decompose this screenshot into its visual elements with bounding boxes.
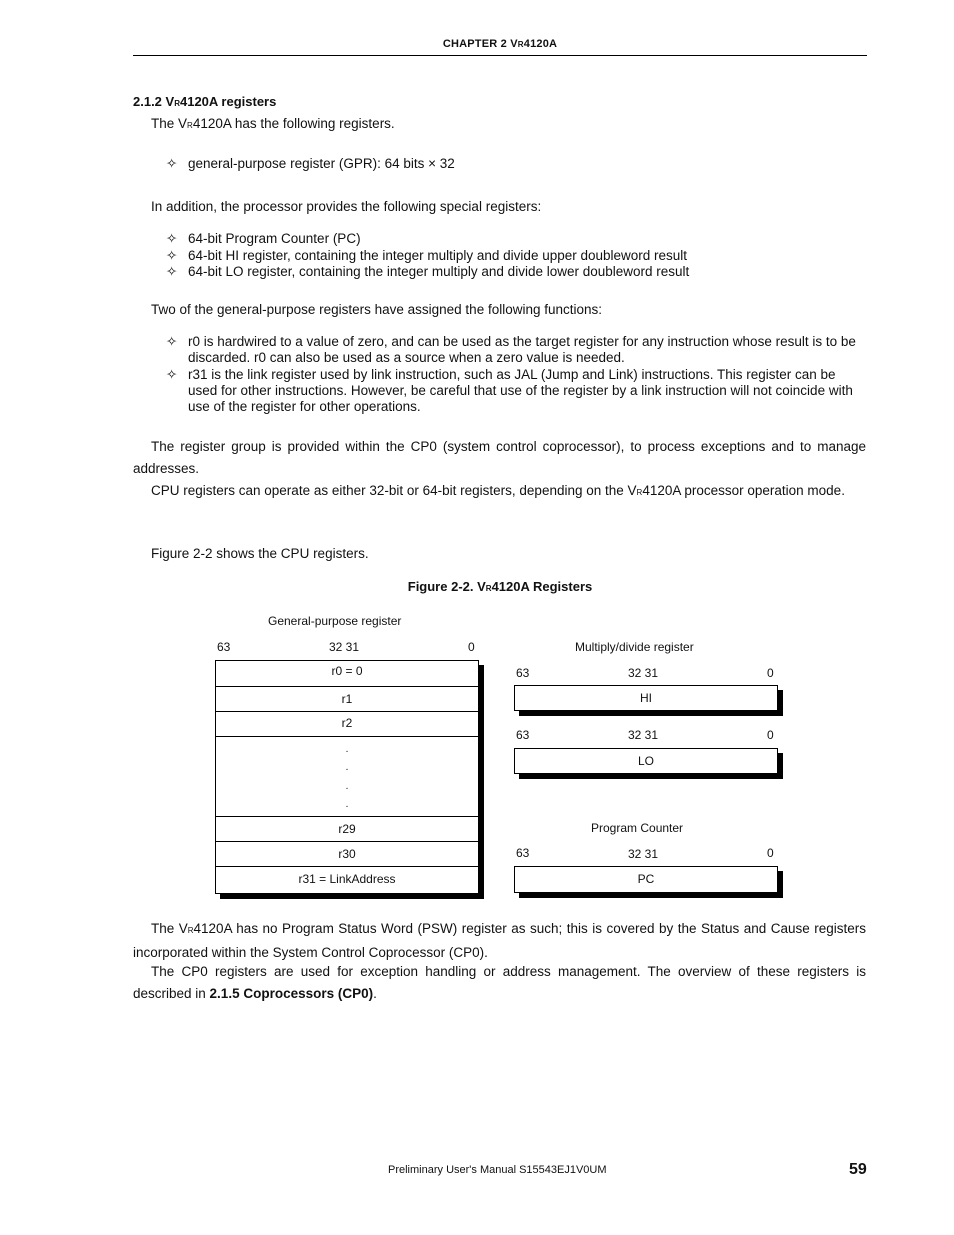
pc-register-label: PC xyxy=(637,872,655,886)
footer-text: Preliminary User's Manual S15543EJ1V0UM xyxy=(388,1164,607,1176)
gpr-row-r30: r30 xyxy=(216,842,478,867)
psw-paragraph: The VR4120A has no Program Status Word (PSW) register as such; this is covered by the Status and Cause registers incorporated within the System Control Coprocessor (CP0). xyxy=(133,921,866,960)
figure-reference: Figure 2-2 shows the CPU registers. xyxy=(151,546,369,561)
gpr-register-stack xyxy=(215,660,479,894)
special-intro: In addition, the processor provides the following special registers: xyxy=(151,199,542,214)
section-title: 2.1.2 VR4120A registers xyxy=(133,94,277,109)
bit-63-label: 63 xyxy=(516,846,530,860)
pc-label: Program Counter xyxy=(591,821,684,835)
gpr-row-r31: r31 = LinkAddress xyxy=(298,872,396,886)
bit-32-31-label: 32 31 xyxy=(628,728,659,742)
cp0-paragraph: The register group is provided within the CP0 (system control coprocessor), to process exceptions and to manage addresses. xyxy=(133,439,866,476)
special-bullet: 64-bit LO register, containing the integer multiply and divide lower doubleword result xyxy=(188,264,690,279)
lo-register xyxy=(514,748,778,774)
bit-32-31-label: 32 31 xyxy=(628,847,659,861)
bit-0-label: 0 xyxy=(767,728,774,742)
bullet-icon: ✧ xyxy=(166,367,178,382)
ellipsis-dot: . xyxy=(345,781,349,792)
bit-63-label: 63 xyxy=(217,640,231,654)
figure-title: Figure 2-2. VR4120A Registers xyxy=(407,579,593,594)
bullet-icon: ✧ xyxy=(166,264,178,279)
gpr-row-r1: r1 xyxy=(216,687,478,712)
hi-register-label: HI xyxy=(640,691,652,705)
bit-32-31-label: 32 31 xyxy=(329,640,360,654)
gpr-bullet: general-purpose register (GPR): 64 bits × 32 xyxy=(188,156,455,171)
bullet-icon: ✧ xyxy=(166,231,178,246)
special-bullet: 64-bit Program Counter (PC) xyxy=(188,231,361,246)
r31-bullet: r31 is the link register used by link instruction, such as JAL (Jump and Link) instructions. This register can be used for other instructions. However, be careful that use of the register by a link instruction will not coincide with use of the register for other operations. xyxy=(188,367,853,414)
md-label: Multiply/divide register xyxy=(575,640,694,654)
ellipsis-dot: . xyxy=(345,744,349,755)
bit-63-label: 63 xyxy=(516,666,530,680)
bit-0-label: 0 xyxy=(767,846,774,860)
running-header: CHAPTER 2 VR4120A xyxy=(133,38,867,56)
gpr-row-r0: r0 = 0 xyxy=(216,661,478,687)
ellipsis-dot: . xyxy=(345,762,349,773)
hi-register xyxy=(514,685,778,711)
bit-0-label: 0 xyxy=(767,666,774,680)
gpr-row-r29: r29 xyxy=(216,817,478,842)
gpr-function-intro: Two of the general-purpose registers have assigned the following functions: xyxy=(151,302,603,317)
gpr-row-r2: r2 xyxy=(216,712,478,737)
cp0-overview-paragraph: The CP0 registers are used for exception handling or address management. The overview of these registers is described in 2.1.5 Coprocessors (CP0). xyxy=(133,964,866,1001)
gpr-label: General-purpose register xyxy=(268,614,402,628)
cpu-mode-paragraph: CPU registers can operate as either 32-bit or 64-bit registers, depending on the VR4120A processor operation mode. xyxy=(151,483,845,498)
gpr-row-ellipsis xyxy=(216,737,478,817)
pc-register xyxy=(514,866,778,893)
bullet-icon: ✧ xyxy=(166,334,178,349)
bit-63-label: 63 xyxy=(516,728,530,742)
page-number: 59 xyxy=(849,1161,867,1178)
bullet-icon: ✧ xyxy=(166,156,178,171)
ellipsis-dot: . xyxy=(345,799,349,810)
cross-reference-link: 2.1.5 Coprocessors (CP0) xyxy=(209,986,374,1001)
intro-text: The VR4120A has the following registers. xyxy=(151,116,395,131)
special-bullet: 64-bit HI register, containing the integer multiply and divide upper doubleword result xyxy=(188,248,688,263)
bullet-icon: ✧ xyxy=(166,248,178,263)
r0-bullet: r0 is hardwired to a value of zero, and can be used as the target register for any instruction whose result is to be discarded. r0 can also be used as a source when a zero value is needed. xyxy=(188,334,856,365)
bit-32-31-label: 32 31 xyxy=(628,666,659,680)
lo-register-label: LO xyxy=(637,754,654,768)
bit-0-label: 0 xyxy=(468,640,475,654)
